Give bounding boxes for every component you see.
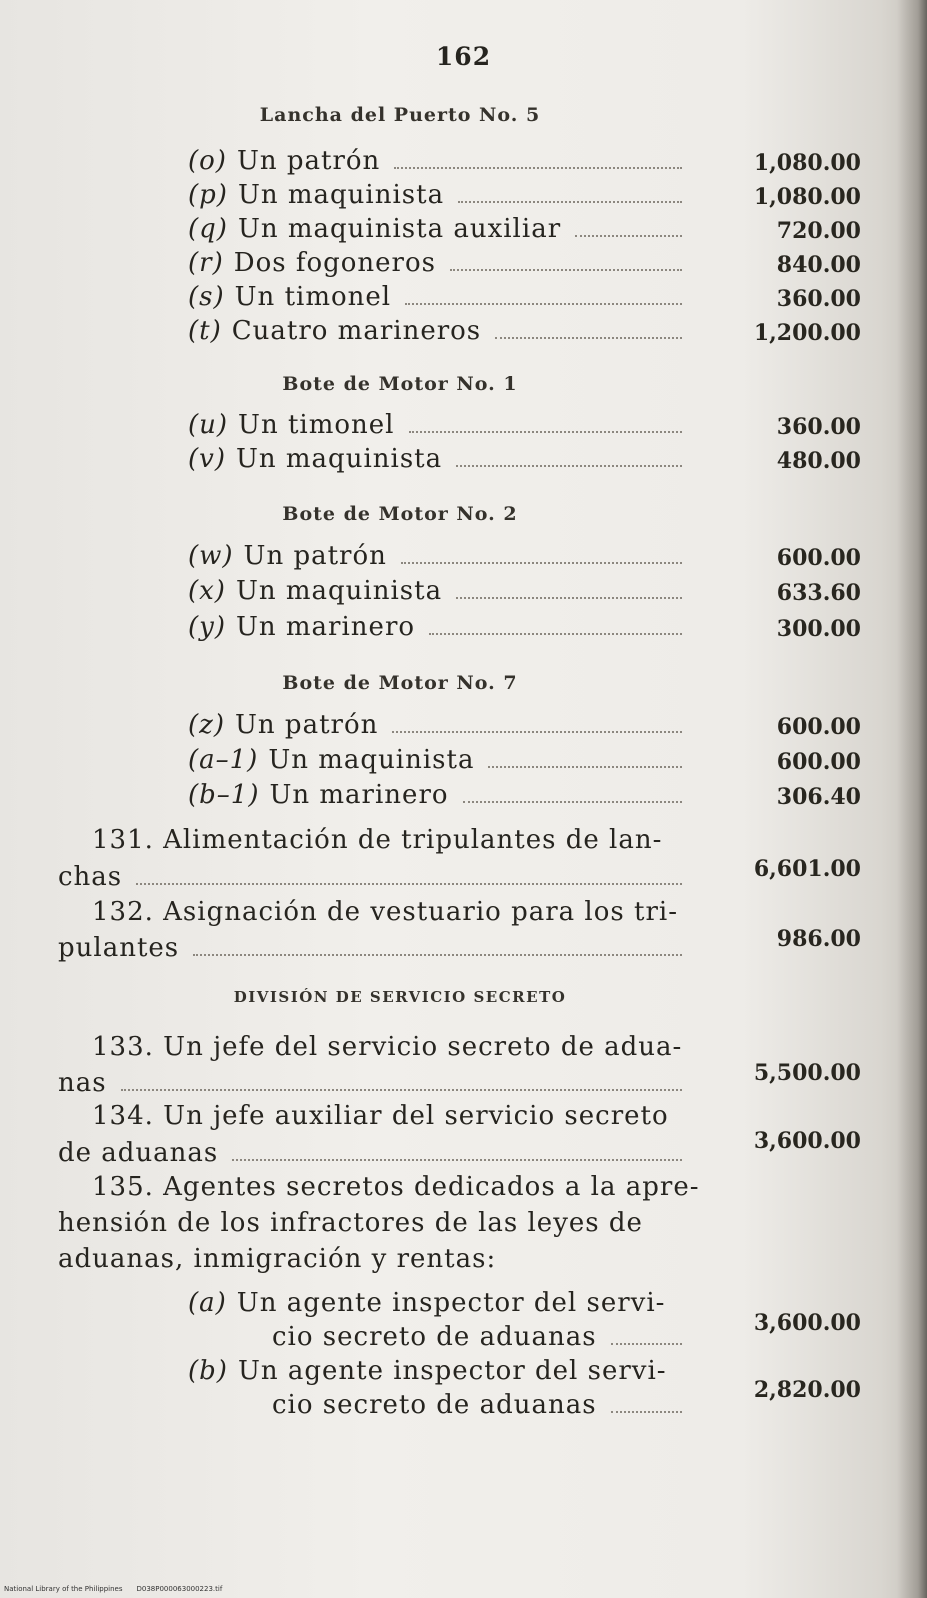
list-item: (o) Un patrón — [188, 146, 688, 182]
section-heading-division: DIVISIÓN DE SERVICIO SECRETO — [233, 988, 567, 1006]
list-item: (b–1) Un marinero — [188, 780, 688, 816]
amount: 306.40 — [776, 784, 861, 810]
amount: 840.00 — [776, 252, 861, 278]
list-item: (t) Cuatro marineros — [188, 316, 688, 352]
list-item: (u) Un timonel — [188, 410, 688, 446]
item-135-a-line2: cio secreto de aduanas — [272, 1322, 688, 1358]
item-135-a-line1: (a) Un agente inspector del servi- — [188, 1288, 666, 1318]
amount: 6,601.00 — [753, 856, 861, 882]
amount: 600.00 — [776, 545, 861, 571]
item-131-line2: chas — [58, 862, 688, 898]
amount: 2,820.00 — [753, 1377, 861, 1403]
section-heading-lancha5: Lancha del Puerto No. 5 — [259, 104, 541, 126]
list-item: (v) Un maquinista — [188, 444, 688, 480]
amount: 1,080.00 — [753, 150, 861, 176]
amount: 720.00 — [776, 218, 861, 244]
footer-code: D038P000063000223.tif — [136, 1585, 223, 1593]
item-135-line2: hensión de los infractores de las leyes de — [58, 1208, 643, 1238]
item-135-b-line2: cio secreto de aduanas — [272, 1390, 688, 1426]
list-item: (x) Un maquinista — [188, 576, 688, 612]
amount: 5,500.00 — [753, 1060, 861, 1086]
list-item: (w) Un patrón — [188, 541, 688, 577]
amount: 360.00 — [776, 414, 861, 440]
scan-footer — [4, 1585, 236, 1593]
item-134-line2: de aduanas — [58, 1138, 688, 1174]
amount: 480.00 — [776, 448, 861, 474]
item-135-b-line1: (b) Un agente inspector del servi- — [188, 1356, 667, 1386]
item-132-line1: 132. Asignación de vestuario para los tri- — [92, 897, 678, 927]
item-131-line1: 131. Alimentación de tripulantes de lan- — [92, 825, 663, 855]
list-item: (a–1) Un maquinista — [188, 745, 688, 781]
list-item: (y) Un marinero — [188, 612, 688, 648]
amount: 633.60 — [776, 580, 861, 606]
list-item: (s) Un timonel — [188, 282, 688, 318]
section-heading-bote1: Bote de Motor No. 1 — [282, 373, 518, 395]
section-heading-bote2: Bote de Motor No. 2 — [282, 503, 518, 525]
list-item: (q) Un maquinista auxiliar — [188, 214, 688, 250]
footer-library: National Library of the Philippines — [4, 1585, 123, 1593]
item-135-line3: aduanas, inmigración y rentas: — [58, 1244, 497, 1274]
amount: 1,080.00 — [753, 184, 861, 210]
section-heading-bote7: Bote de Motor No. 7 — [282, 672, 518, 694]
item-135-line1: 135. Agentes secretos dedicados a la apre- — [92, 1172, 700, 1202]
item-132-line2: pulantes — [58, 933, 688, 969]
list-item: (z) Un patrón — [188, 710, 688, 746]
amount: 986.00 — [776, 926, 861, 952]
amount: 3,600.00 — [753, 1128, 861, 1154]
amount: 3,600.00 — [753, 1310, 861, 1336]
amount: 600.00 — [776, 749, 861, 775]
amount: 600.00 — [776, 714, 861, 740]
amount: 300.00 — [776, 616, 861, 642]
item-134-line1: 134. Un jefe auxiliar del servicio secreto — [92, 1101, 669, 1131]
list-item: (p) Un maquinista — [188, 180, 688, 216]
list-item: (r) Dos fogoneros — [188, 248, 688, 284]
page-number: 162 — [435, 42, 492, 71]
amount: 1,200.00 — [753, 320, 861, 346]
amount: 360.00 — [776, 286, 861, 312]
page-edge-shadow — [897, 0, 927, 1598]
item-133-line1: 133. Un jefe del servicio secreto de adua- — [92, 1032, 683, 1062]
item-133-line2: nas — [58, 1068, 688, 1104]
